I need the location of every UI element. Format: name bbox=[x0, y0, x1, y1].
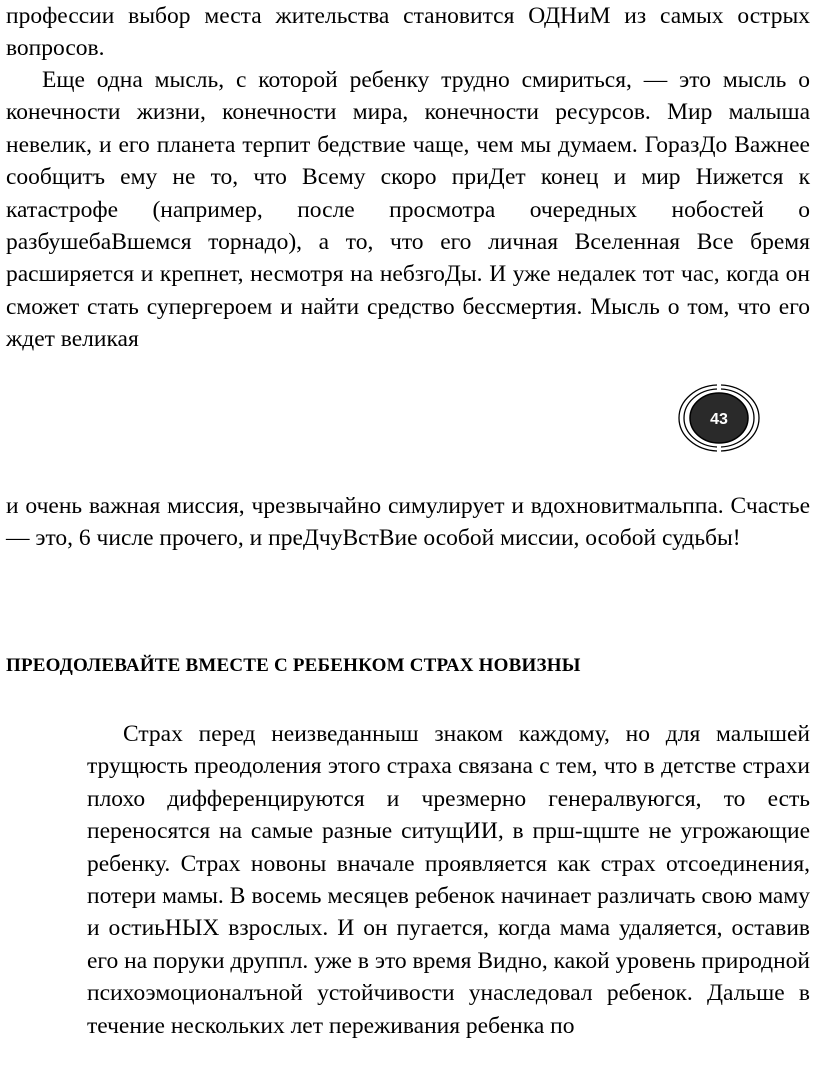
paragraph-continuation: профессии выбор места жительства становится ОДНиМ из самых острых вопросов. bbox=[6, 3, 810, 62]
section-heading: ПРЕОДОЛЕВАЙТЕ ВМЕСТЕ С РЕБЕНКОМ СТРАХ НОВИЗНЫ bbox=[6, 655, 581, 676]
page-number-badge-icon bbox=[667, 381, 771, 455]
paragraph-finitude: Еще одна мысль, с которой ребенку трудно смириться, — это мысль о конечности жизни, конечности мира, конечности ресурсов. Мир малыша невелик, и его планета терпит бедствие чаще, чем мы думаем. ГоразДо Важнее сообщитъ ему не то, что Всему скоро приДет конец и мир Нижется к катастрофе (например, после просмотра очередных нобостей о разбушебаВшемся торнадо), а то, что его личная Вселенная Все бремя расширяется и крепнет, несмотря на небзгоДы. И уже недалек тот час, когда он сможет стать супергероем и найти средство бессмертия. Мысль о том, что его ждет великая bbox=[6, 67, 810, 353]
page-number: 43 bbox=[710, 411, 728, 428]
paragraph-mission: и очень важная миссия, чрезвычайно симулирует и вдохновитмальппа. Счастье — это, 6 числе прочего, и преДчуВстВие особой миссии, особой судьбы! bbox=[6, 493, 810, 552]
page-number-badge bbox=[667, 381, 771, 455]
paragraph-fear-of-novelty: Страх перед неизведанныш знаком каждому, но для малышей трущюсть преодоления этого страха связана с тем, что в детстве страхи плохо дифференцируются и чрезмерно генералвуюгся, то есть переносятся на самые разные ситущИИ, в прш-щште не угрожающие ребенку. Страх новоны вначале проявляется как страх отсоединения, потери мамы. В восемь месяцев ребенок начинает различать свою маму и остиьНЫХ взрослых. И он пугается, когда мама удаляется, оставив его на поруки друппл. уже в это время Видно, какой уровень природной психоэмоционалъной устойчивости унаследовал ребенок. Дальше в течение нескольких лет переживания ребенка по bbox=[87, 721, 810, 1039]
